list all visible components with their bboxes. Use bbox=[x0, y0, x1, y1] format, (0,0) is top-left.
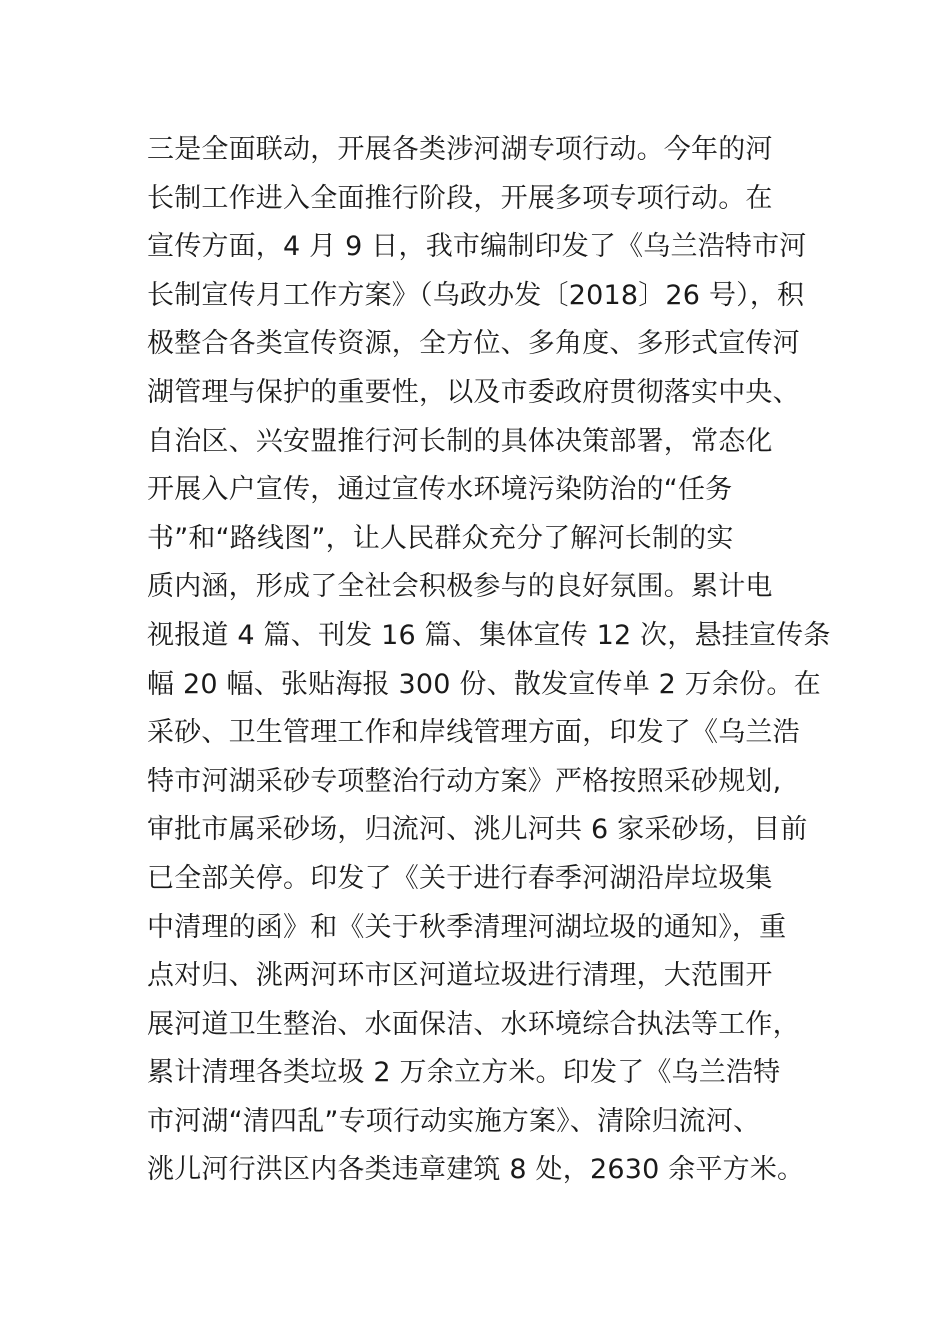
text-line: 采砂、卫生管理工作和岸线管理方面，印发了《乌兰浩 bbox=[147, 717, 800, 749]
text-line: 开展入户宣传，通过宣传水环境污染防治的“任务 bbox=[147, 474, 733, 506]
text-line: 幅 20 幅、张贴海报 300 份、散发宣传单 2 万余份。在 bbox=[147, 668, 821, 700]
text-line: 已全部关停。印发了《关于进行春季河湖沿岸垃圾集 bbox=[147, 862, 773, 894]
text-line: 自治区、兴安盟推行河长制的具体决策部署，常态化 bbox=[147, 425, 773, 457]
text-line: 视报道 4 篇、刊发 16 篇、集体宣传 12 次，悬挂宣传条 bbox=[147, 619, 831, 651]
text-line: 质内涵，形成了全社会积极参与的良好氛围。累计电 bbox=[147, 571, 773, 603]
text-line: 湖管理与保护的重要性，以及市委政府贯彻落实中央、 bbox=[147, 376, 800, 408]
text-line: 三是全面联动，开展各类涉河湖专项行动。今年的河 bbox=[147, 134, 773, 165]
text-line: 长制宣传月工作方案》（乌政办发〔2018〕26 号），积 bbox=[147, 279, 805, 311]
text-line: 书”和“路线图”，让人民群众充分了解河长制的实 bbox=[147, 522, 734, 554]
text-line: 长制工作进入全面推行阶段，开展多项专项行动。在 bbox=[147, 182, 773, 214]
text-line: 洮儿河行洪区内各类违章建筑 8 处，2630 余平方米。 bbox=[147, 1154, 805, 1186]
text-line: 中清理的函》和《关于秋季清理河湖垃圾的通知》，重 bbox=[147, 911, 787, 943]
text-line: 市河湖“清四乱”专项行动实施方案》、清除归流河、 bbox=[147, 1105, 761, 1137]
body-paragraph bbox=[147, 126, 837, 1195]
text-line: 审批市属采砂场，归流河、洮儿河共 6 家采砂场，目前 bbox=[147, 814, 808, 846]
text-line: 宣传方面，4 月 9 日，我市编制印发了《乌兰浩特市河 bbox=[147, 231, 807, 263]
text-line: 展河道卫生整治、水面保洁、水环境综合执法等工作， bbox=[147, 1008, 800, 1040]
text-line: 点对归、洮两河环市区河道垃圾进行清理，大范围开 bbox=[147, 960, 773, 992]
text-line: 极整合各类宣传资源，全方位、多角度、多形式宣传河 bbox=[147, 328, 800, 360]
text-line: 累计清理各类垃圾 2 万余立方米。印发了《乌兰浩特 bbox=[147, 1057, 781, 1089]
text-line: 特市河湖采砂专项整治行动方案》严格按照采砂规划, bbox=[147, 765, 782, 797]
